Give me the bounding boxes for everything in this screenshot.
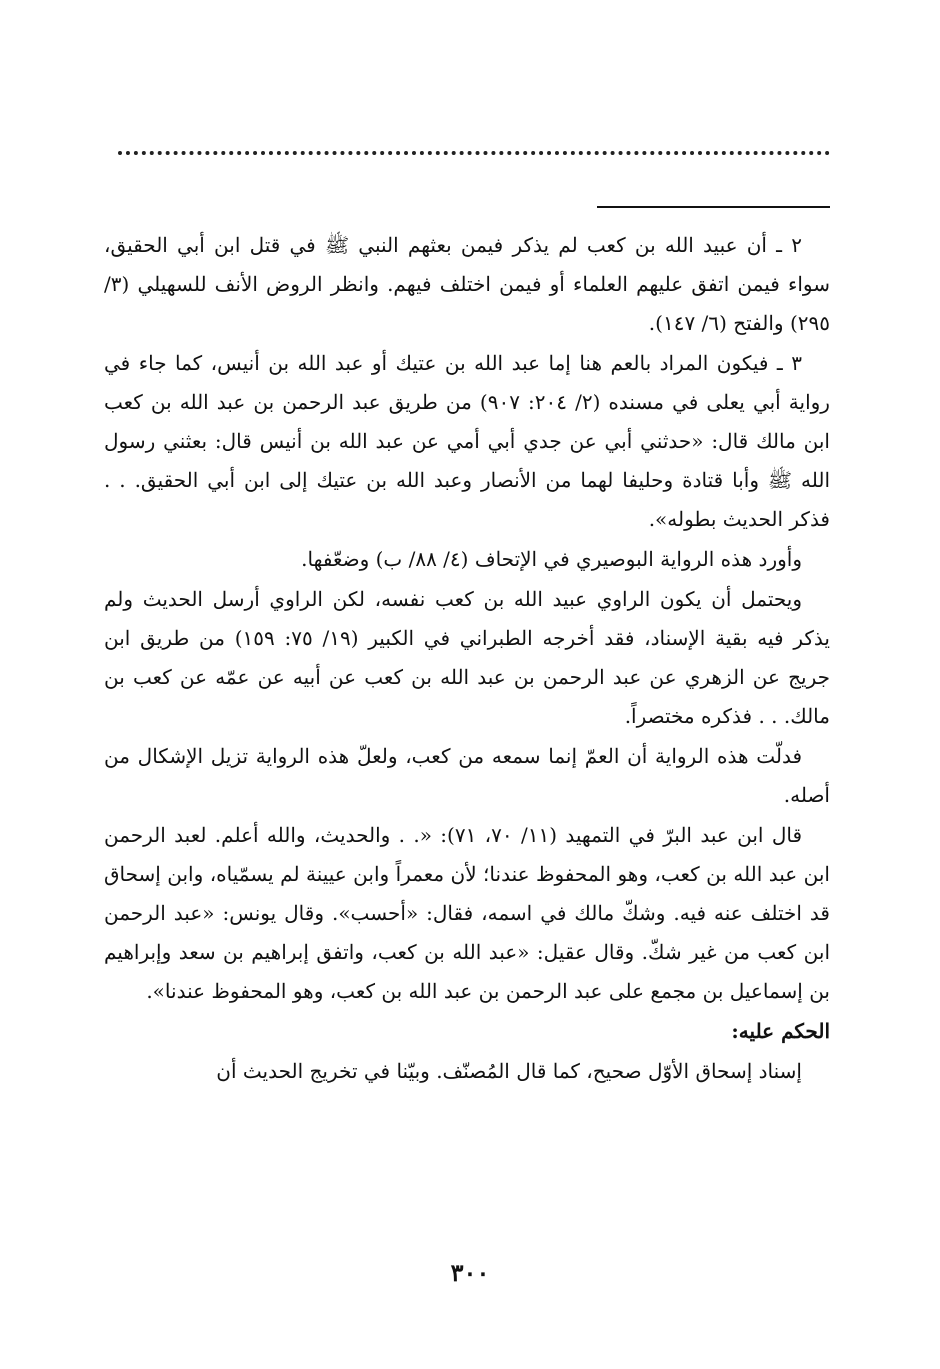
paragraph-ruling: إسناد إسحاق الأوّل صحيح، كما قال المُصنّف. وبيّنا في تخريج الحديث أن	[216, 1059, 802, 1083]
paragraph-tabarani: ويحتمل أن يكون الراوي عبيد الله بن كعب نفسه، لكن الراوي أرسل الحديث ولم يذكر فيه بقية الإسناد، فقد أخرجه الطبراني في الكبير (١٩/ ٧٥: ١٥٩) من طريق ابن جريج عن الزهري عن عبد الرحمن بن عبد الله بن كعب عن أبيه عن عمّه عن كعب بن مالك. . . فذكره مختصراً.	[104, 587, 830, 728]
paragraph-busiri: وأورد هذه الرواية البوصيري في الإتحاف (٤/ ٨٨/ ب) وضعّفها.	[301, 547, 802, 571]
dotted-separator	[118, 151, 830, 155]
footnote-3: ٣ ـ فيكون المراد بالعم هنا إما عبد الله بن عتيك أو عبد الله بن أنيس، كما جاء في رواية أبي يعلى في مسنده (٢/ ٢٠٤: ٩٠٧) من طريق عبد الرحمن بن عبد الله بن كعب ابن مالك قال: «حدثني أبي عن جدي أبي أمي عن عبد الله بن أنيس قال: بعثني رسول الله ﷺ وأبا قتادة وحليفا لهما من الأنصار وعبد الله بن عتيك إلى ابن أبي الحقيق. . . فذكر الحديث بطوله».	[104, 351, 830, 531]
paragraph-conclusion: فدلّت هذه الرواية أن العمّ إنما سمعه من كعب، ولعلّ هذه الرواية تزيل الإشكال من أصله.	[104, 744, 830, 807]
footnote-2: ٢ ـ أن عبيد الله بن كعب لم يذكر فيمن بعثهم النبي ﷺ في قتل ابن أبي الحقيق، سواء فيمن اتفق عليهم العلماء أو فيمن اختلف فيهم. وانظر الروض الأنف للسهيلي (٣/ ٢٩٥) والفتح (٦/ ١٤٧).	[104, 233, 830, 335]
paragraph-ibn-abd-al-barr: قال ابن عبد البرّ في التمهيد (١١/ ٧٠، ٧١): «. . والحديث، والله أعلم. لعبد الرحمن ابن عبد الله بن كعب، وهو المحفوظ عندنا؛ لأن معمراً وابن عيينة لم يسمّياه، وابن إسحاق قد اختلف عنه فيه. وشكّ مالك في اسمه، فقال: «أحسب». وقال يونس: «عبد الرحمن ابن كعب من غير شكّ. وقال عقيل: «عبد الله بن كعب، واتفق إبراهيم بن سعد وإبراهيم بن إسماعيل بن مجمع على عبد الرحمن بن عبد الله بن كعب، وهو المحفوظ عندنا».	[104, 823, 830, 1003]
section-heading-ruling: الحكم عليه:	[731, 1019, 830, 1043]
page-body	[104, 226, 830, 1092]
page-number: ٣٠٠	[450, 1258, 490, 1287]
footnote-rule	[597, 206, 830, 208]
